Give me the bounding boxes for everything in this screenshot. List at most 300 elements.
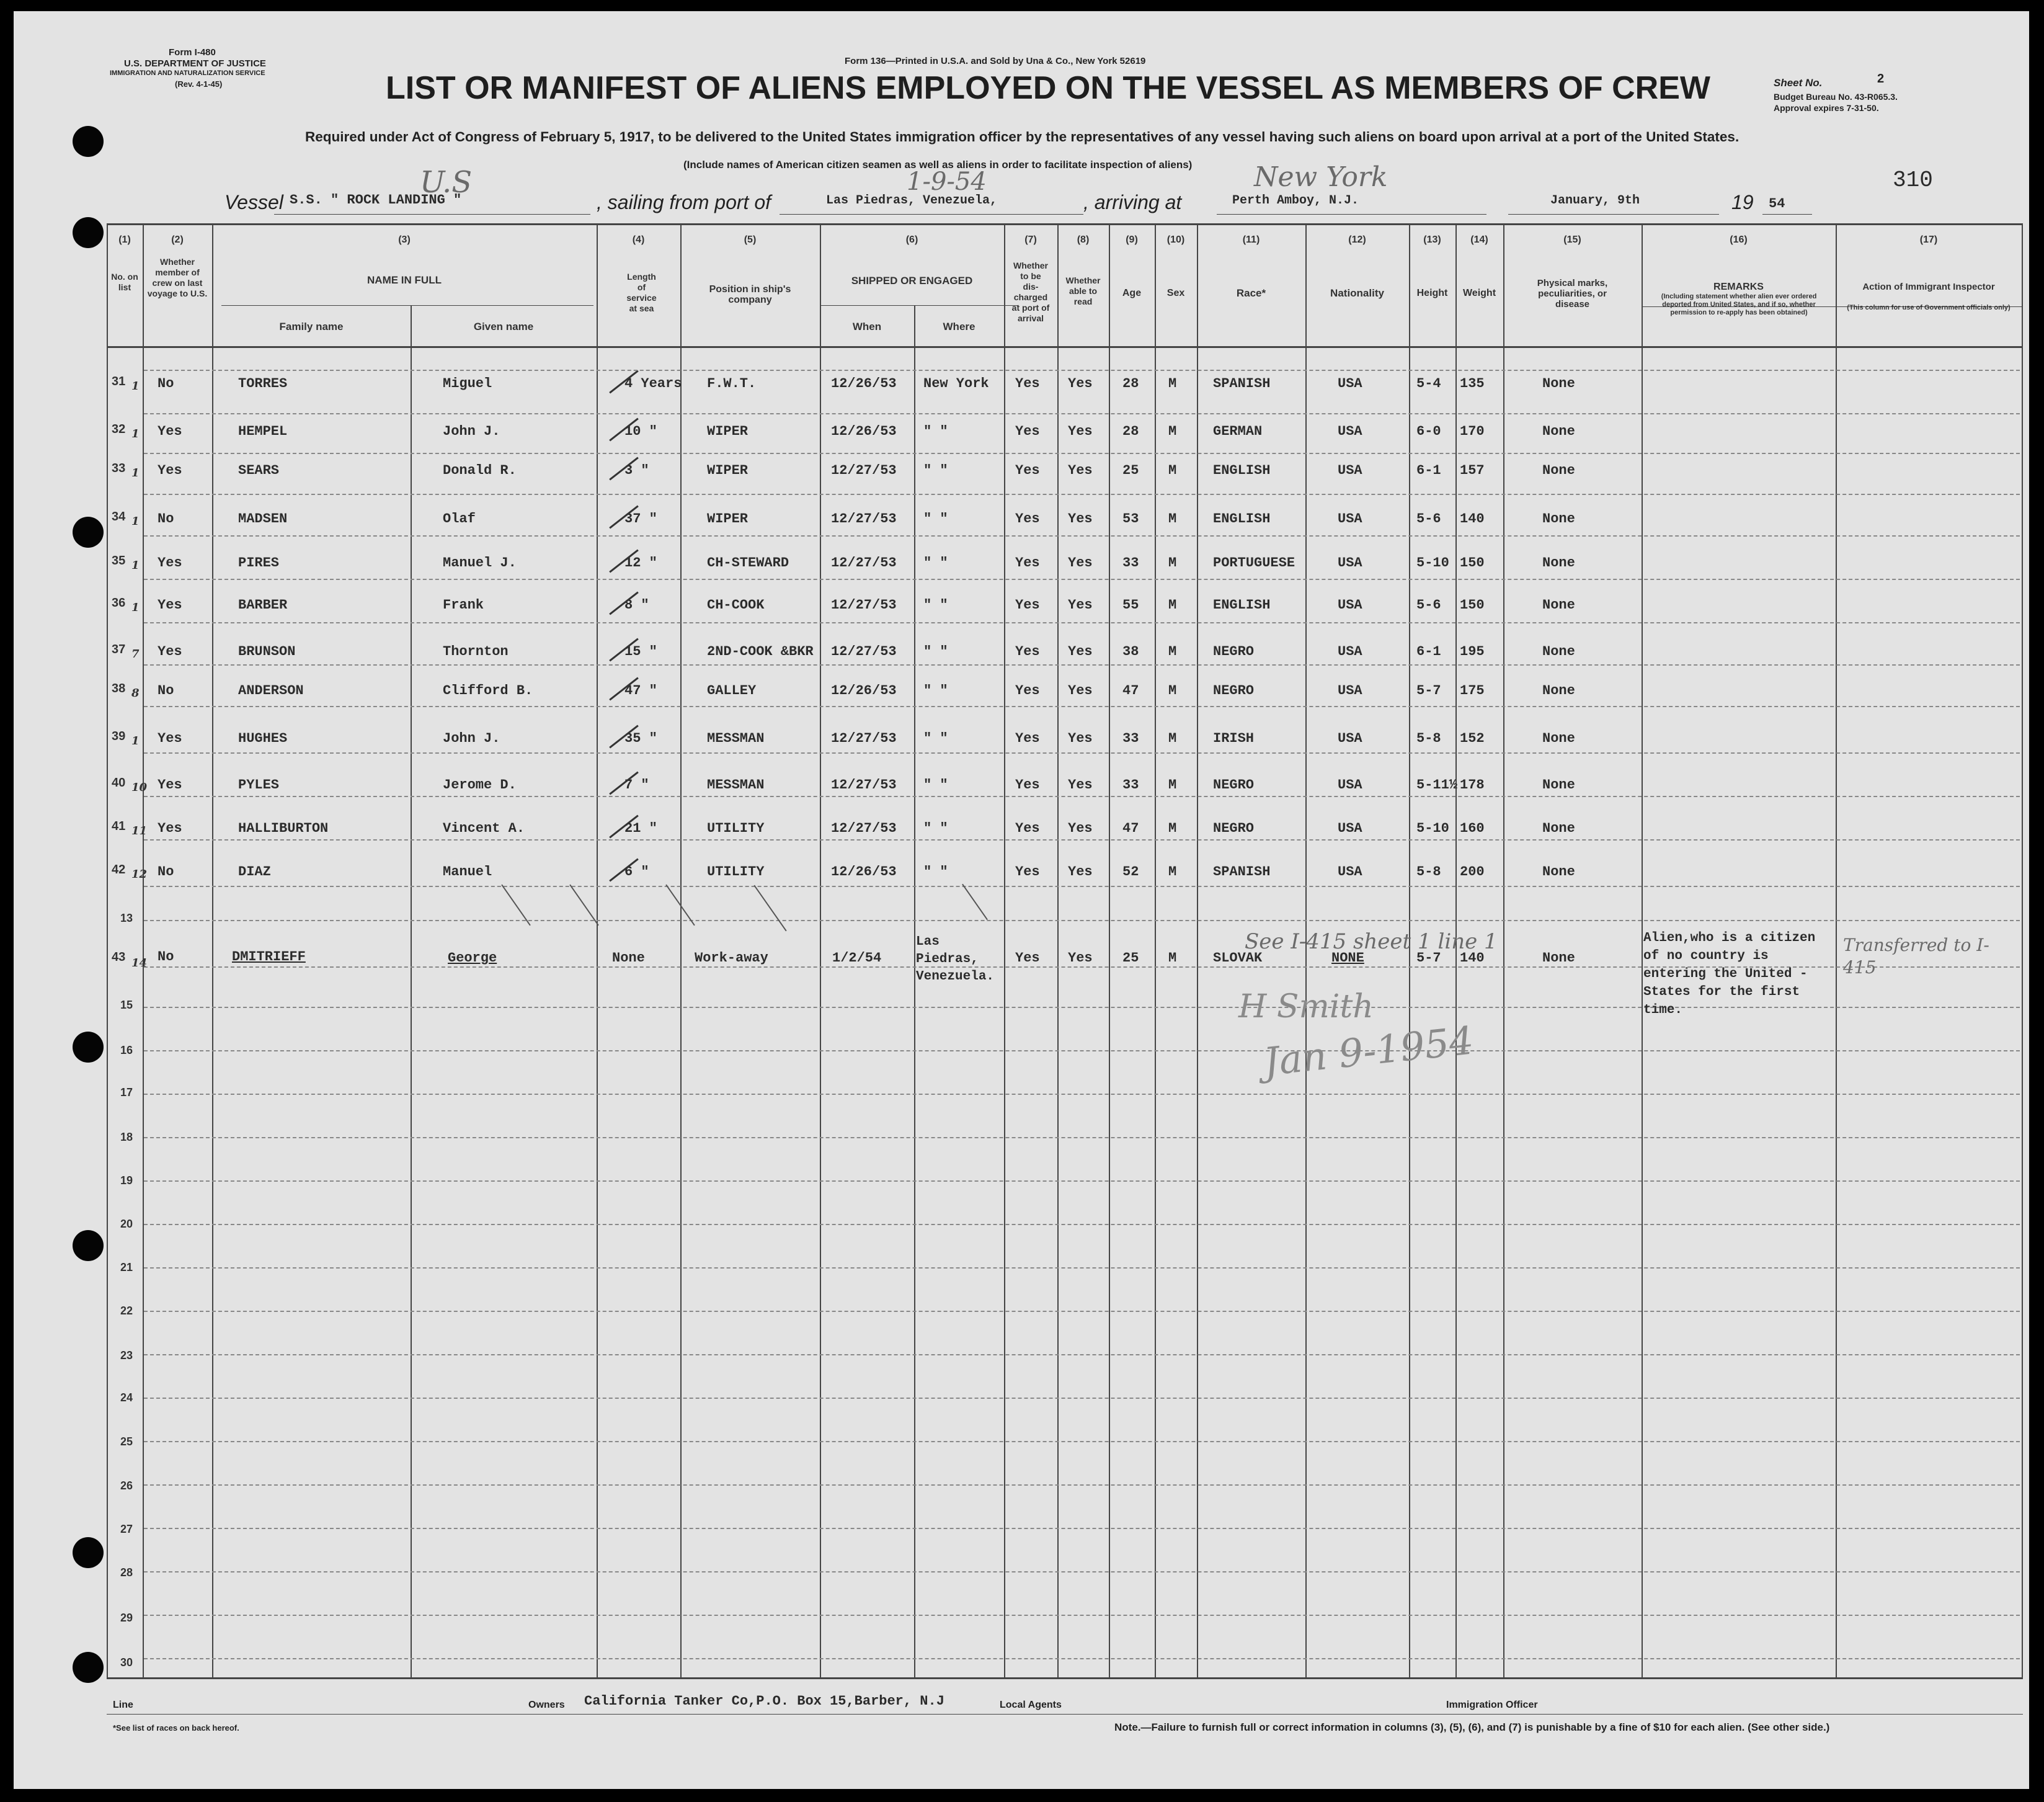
col-14-number: (14) [1470,234,1488,245]
height: 5-8 [1416,864,1441,880]
row-number: 40 [112,776,126,790]
given-name: Manuel J. [443,555,517,571]
marks: None [1542,424,1575,439]
column-divider [1109,223,1110,1678]
column-divider [1642,223,1643,1678]
nationality: USA [1338,424,1362,439]
footer-owners-value: California Tanker Co,P.O. Box 15,Barber, N.J [584,1693,944,1709]
sheet-number: 2 [1877,72,1885,86]
empty-row-number: 23 [120,1349,133,1362]
shipped-where: " " [923,597,948,613]
remarks: Alien,who is a citizen of no country is entering the United - States for the first time. [1643,931,1816,1017]
shipped-where: " " [923,555,948,571]
col-remarks-note: (Including statement whether alien ever ordered deported from United States, and if so, whether permission to re-apply has been obtained) [1661,293,1817,316]
row-separator [144,752,2020,754]
sex: M [1168,424,1177,439]
nationality: USA [1338,644,1362,659]
age: 53 [1122,511,1139,527]
column-divider [914,305,915,1678]
row-separator [144,1615,2020,1616]
weight: 152 [1460,731,1485,746]
column-divider [107,223,108,1678]
table-bottom-border [107,1677,2023,1679]
col-name-in-full: NAME IN FULL [367,274,442,286]
empty-row-number: 27 [120,1523,133,1535]
col-9-number: (9) [1126,234,1138,245]
row-separator [144,1571,2020,1572]
height: 5-4 [1416,376,1441,391]
row-separator [144,1137,2020,1138]
handwritten-us: U.S [420,165,473,200]
shipped-where: " " [923,463,948,478]
handwritten-row-mark: 7 [131,648,140,661]
empty-row-number: 21 [120,1261,133,1273]
shipped-when: 1/2/54 [832,950,882,966]
footer-rule [107,1714,2023,1715]
able-to-read: Yes [1068,511,1093,527]
row-separator [144,839,2020,841]
row-separator [144,413,2020,414]
shipped-when: 12/27/53 [831,511,897,527]
age: 38 [1122,644,1139,659]
col-15-number: (15) [1563,234,1581,245]
weight: 178 [1460,777,1485,793]
col-age: Age [1122,288,1142,298]
weight: 140 [1460,511,1485,527]
handwritten-row-mark: 1 [131,466,140,479]
weight: 200 [1460,864,1485,880]
height: 6-1 [1416,463,1441,478]
nationality: USA [1338,777,1362,793]
race: NEGRO [1213,777,1255,793]
discharged: Yes [1015,511,1040,527]
marks: None [1542,463,1575,478]
shipped-where: " " [923,511,948,527]
shipped-when: 12/27/53 [831,463,897,478]
family-name: HALLIBURTON [238,821,329,836]
race: NEGRO [1213,644,1255,659]
shipped-where: New York [923,376,989,391]
given-name: John J. [443,424,500,439]
row-separator [144,706,2020,707]
row-separator [144,370,2020,371]
member-last-voyage: Yes [158,424,182,439]
marks: None [1542,864,1575,880]
row-number: 36 [112,596,126,610]
col-position: Position in ship's company [709,284,791,305]
marks: None [1542,376,1575,391]
height: 5-11½ [1416,777,1458,793]
handwritten-row-mark: 1 [131,559,140,572]
sailing-label: , sailing from port of [597,191,771,213]
printer-line: Form 136—Printed in U.S.A. and Sold by Una & Co., New York 52619 [845,56,1146,66]
empty-row-number: 28 [120,1566,133,1579]
height: 5-10 [1416,555,1449,571]
column-divider [143,223,144,1678]
footer-line-label: Line [113,1700,133,1710]
service-name: IMMIGRATION AND NATURALIZATION SERVICE [110,69,265,77]
row-separator [144,1050,2020,1051]
col-1-number: (1) [118,234,131,245]
sex: M [1168,731,1177,746]
family-name: PYLES [238,777,280,793]
age: 28 [1122,424,1139,439]
sex: M [1168,555,1177,571]
able-to-read: Yes [1068,555,1093,571]
shipped-where: " " [923,864,948,880]
row-separator [144,622,2020,623]
member-last-voyage: Yes [158,821,182,836]
empty-row-number: 25 [120,1435,133,1448]
handwritten-row-mark: 1 [131,380,140,393]
row-number: 43 [112,950,126,964]
vessel-label: Vessel [224,191,283,213]
col-height: Height [1416,288,1448,298]
length-of-service: 7 " [624,777,649,793]
port-to-underline [1217,214,1486,215]
age: 33 [1122,731,1139,746]
sheet-label: Sheet No. [1774,77,1823,89]
date-underline [1508,214,1719,215]
member-last-voyage: No [158,949,174,965]
marks: None [1542,731,1575,746]
age: 28 [1122,376,1139,391]
weight: 150 [1460,597,1485,613]
length-of-service: None [612,950,645,966]
row-separator [144,796,2020,797]
family-name: PIRES [238,555,280,571]
column-divider [1004,223,1005,1678]
discharged: Yes [1015,777,1040,793]
shipped-when: 12/27/53 [831,555,897,571]
length-of-service: 12 " [624,555,657,571]
form-number: Form I-480 [169,47,216,58]
shipped-when: 12/26/53 [831,864,897,880]
marks: None [1542,555,1575,571]
handwritten-row-mark: 1 [131,427,140,440]
weight: 157 [1460,463,1485,478]
row-separator [144,664,2020,666]
row-separator [144,920,2020,921]
given-name: Miguel [443,376,492,391]
sex: M [1168,683,1177,698]
position: UTILITY [707,864,765,880]
height: 5-8 [1416,731,1441,746]
col-action-note: (This column for use of Government officials only) [1847,304,2011,311]
age: 47 [1122,683,1139,698]
handwritten-reference: See I-415 sheet 1 line 1 [1245,929,1498,954]
marks: None [1542,511,1575,527]
age: 33 [1122,777,1139,793]
nationality: USA [1338,821,1362,836]
nationality: USA [1338,376,1362,391]
year-suffix: 54 [1769,196,1785,212]
given-name: Manuel [443,864,492,880]
row-number: 34 [112,510,126,524]
punch-hole [73,217,104,248]
length-of-service: 47 " [624,683,657,698]
row-separator [144,1354,2020,1355]
row-separator [144,453,2020,454]
length-of-service: 3 " [624,463,649,478]
age: 47 [1122,821,1139,836]
row-separator [144,1224,2020,1225]
column-divider [1503,223,1504,1678]
physical-marks: None [1542,950,1575,966]
shipped-when: 12/27/53 [831,731,897,746]
family-name: HEMPEL [238,424,288,439]
punch-hole [73,1032,104,1063]
footer-officer-label: Immigration Officer [1446,1700,1538,1710]
height: 5-6 [1416,511,1441,527]
inspector-signature: H Smith [1238,988,1374,1025]
position: WIPER [707,511,749,527]
able-to-read: Yes [1068,644,1093,659]
row-number: 39 [112,729,126,743]
col-where: Where [943,321,975,332]
family-name: MADSEN [238,511,288,527]
pen-stroke [753,885,786,932]
vessel-underline [274,214,590,215]
header-sub-rule [221,305,593,306]
col-7-number: (7) [1024,234,1037,245]
col-nationality: Nationality [1330,287,1384,299]
shipped-where: " " [923,821,948,836]
given-name: George [448,950,497,966]
footer-agents-label: Local Agents [1000,1700,1062,1710]
height: 5-10 [1416,821,1449,836]
col-12-number: (12) [1348,234,1366,245]
given-name: Jerome D. [443,777,517,793]
member-last-voyage: Yes [158,644,182,659]
handwritten-row-mark: 1 [131,734,140,747]
member-last-voyage: Yes [158,731,182,746]
year-prefix: 19 [1731,191,1754,213]
sex: M [1168,950,1177,966]
stamp-number: 310 [1893,167,1933,193]
race: ENGLISH [1213,463,1271,478]
empty-row-number: 17 [120,1086,133,1099]
vessel-name: S.S. " ROCK LANDING " [290,192,462,208]
family-name: DMITRIEFF [232,949,306,965]
sex: M [1168,777,1177,793]
budget-number: Budget Bureau No. 43-R065.3. [1774,92,1898,102]
port-from: Las Piedras, Venezuela, [826,194,998,208]
row-number: 41 [112,819,126,833]
member-last-voyage: Yes [158,777,182,793]
col-11-number: (11) [1242,234,1260,245]
col-member-last-voyage: Whether member of crew on last voyage to U.S. [147,257,208,298]
discharged: Yes [1015,683,1040,698]
race: GERMAN [1213,424,1263,439]
arrival-date: January, 9th [1550,194,1640,208]
age: 25 [1122,463,1139,478]
length-of-service: 8 " [624,597,649,613]
row-separator [144,1180,2020,1182]
row-separator [144,1094,2020,1095]
col-action: Action of Immigrant Inspector [1862,282,1995,292]
revision: (Rev. 4-1-45) [175,79,223,89]
department: U.S. DEPARTMENT OF JUSTICE [124,58,266,69]
row-number: 31 [112,375,126,388]
col-shipped-engaged: SHIPPED OR ENGAGED [851,275,973,287]
shipped-when: 12/27/53 [831,644,897,659]
length-of-service: 4 Years [624,376,682,391]
length-of-service: 37 " [624,511,657,527]
height: 5-7 [1416,950,1441,966]
able-to-read: Yes [1068,777,1093,793]
row-number: 38 [112,682,126,695]
page-subtitle: Required under Act of Congress of February 5, 1917, to be delivered to the United States immigration officer by the representatives of any vessel having such aliens on board upon arrival at a port of the United States. [305,129,1740,145]
handwritten-row-mark: 12 [131,868,148,881]
empty-row-number: 26 [120,1479,133,1492]
member-last-voyage: No [158,511,174,527]
position: 2ND-COOK &BKR [707,644,814,659]
marks: None [1542,597,1575,613]
position: GALLEY [707,683,757,698]
empty-row-number: 30 [120,1656,133,1669]
given-name: Frank [443,597,484,613]
col-remarks: REMARKS [1713,282,1764,292]
discharged: Yes [1015,424,1040,439]
discharged: Yes [1015,463,1040,478]
col-13-number: (13) [1423,234,1441,245]
family-name: SEARS [238,463,280,478]
age: 25 [1122,950,1139,966]
family-name: ANDERSON [238,683,304,698]
shipped-when: 12/27/53 [831,821,897,836]
family-name: DIAZ [238,864,271,880]
manifest-sheet [14,11,2029,1789]
shipped-where: " " [923,683,948,698]
nationality: USA [1338,731,1362,746]
col-when: When [852,321,882,332]
pen-stroke [962,884,988,920]
empty-row-number: 13 [120,912,133,924]
able-to-read: Yes [1068,950,1093,966]
given-name: Olaf [443,511,476,527]
punch-hole [73,1652,104,1683]
approval-expires: Approval expires 7-31-50. [1774,103,1879,113]
row-separator [144,535,2020,537]
empty-row-number: 24 [120,1391,133,1404]
nationality: NONE [1331,950,1364,966]
shipped-where: " " [923,644,948,659]
col-8-number: (8) [1077,234,1090,245]
given-name: Donald R. [443,463,517,478]
column-divider [680,223,682,1678]
weight: 170 [1460,424,1485,439]
shipped-when: 12/26/53 [831,424,897,439]
col-3-number: (3) [398,234,411,245]
nationality: USA [1338,463,1362,478]
col-race: Race* [1236,287,1266,299]
col-given-name: Given name [473,321,534,332]
empty-row-number: 29 [120,1612,133,1624]
race: SPANISH [1213,376,1271,391]
discharged: Yes [1015,950,1040,966]
able-to-read: Yes [1068,463,1093,478]
length-of-service: 10 " [624,424,657,439]
nationality: USA [1338,555,1362,571]
family-name: BARBER [238,597,288,613]
length-of-service: 6 " [624,864,649,880]
discharged: Yes [1015,555,1040,571]
row-separator [144,1398,2020,1399]
table-top-border [107,223,2023,225]
header-bottom-border [107,346,2023,348]
port-to: Perth Amboy, N.J. [1232,194,1359,208]
member-last-voyage: Yes [158,597,182,613]
row-number: 33 [112,462,126,475]
empty-row-number: 22 [120,1305,133,1317]
able-to-read: Yes [1068,597,1093,613]
column-divider [1155,223,1156,1678]
col-length-service: Length of service at sea [626,272,657,313]
row-separator [144,494,2020,495]
length-of-service: 15 " [624,644,657,659]
family-name: TORRES [238,376,288,391]
shipped-when: 12/26/53 [831,683,897,698]
sex: M [1168,597,1177,613]
handwritten-row-mark: 14 [131,957,148,970]
family-name: BRUNSON [238,644,296,659]
race: SLOVAK [1213,950,1263,966]
row-separator [144,1267,2020,1269]
discharged: Yes [1015,597,1040,613]
weight: 150 [1460,555,1485,571]
row-separator [144,1528,2020,1529]
column-divider [411,305,412,1678]
col-sex: Sex [1166,288,1185,298]
handwritten-new-york: New York [1254,161,1388,193]
given-name: Vincent A. [443,821,525,836]
position: MESSMAN [707,731,765,746]
able-to-read: Yes [1068,683,1093,698]
handwritten-row-mark: 10 [131,781,148,794]
sex: M [1168,864,1177,880]
handwritten-row-mark: 11 [131,824,148,837]
column-divider [820,223,821,1678]
shipped-where: " " [923,424,948,439]
weight: 135 [1460,376,1485,391]
inspection-date: Jan 9-1954 [1261,1017,1476,1085]
race: ENGLISH [1213,511,1271,527]
discharged: Yes [1015,864,1040,880]
weight: 175 [1460,683,1485,698]
family-name: HUGHES [238,731,288,746]
race: ENGLISH [1213,597,1271,613]
col-5-number: (5) [744,234,757,245]
age: 55 [1122,597,1139,613]
marks: None [1542,683,1575,698]
age: 52 [1122,864,1139,880]
empty-row-number: 15 [120,999,133,1011]
weight: 160 [1460,821,1485,836]
height: 5-7 [1416,683,1441,698]
col-6-number: (6) [905,234,918,245]
footer-fine-note: Note.—Failure to furnish full or correct information in columns (3), (5), (6), and (7) is punishable by a fine of $10 for each alien. (See other side.) [1114,1721,1830,1733]
handwritten-date: 1-9-54 [907,167,987,196]
race: NEGRO [1213,821,1255,836]
row-separator [144,886,2020,887]
handwritten-row-mark: 1 [131,601,140,614]
race: IRISH [1213,731,1255,746]
column-divider [1197,223,1198,1678]
column-divider [1057,223,1059,1678]
punch-hole [73,1537,104,1568]
col-17-number: (17) [1919,234,1938,245]
